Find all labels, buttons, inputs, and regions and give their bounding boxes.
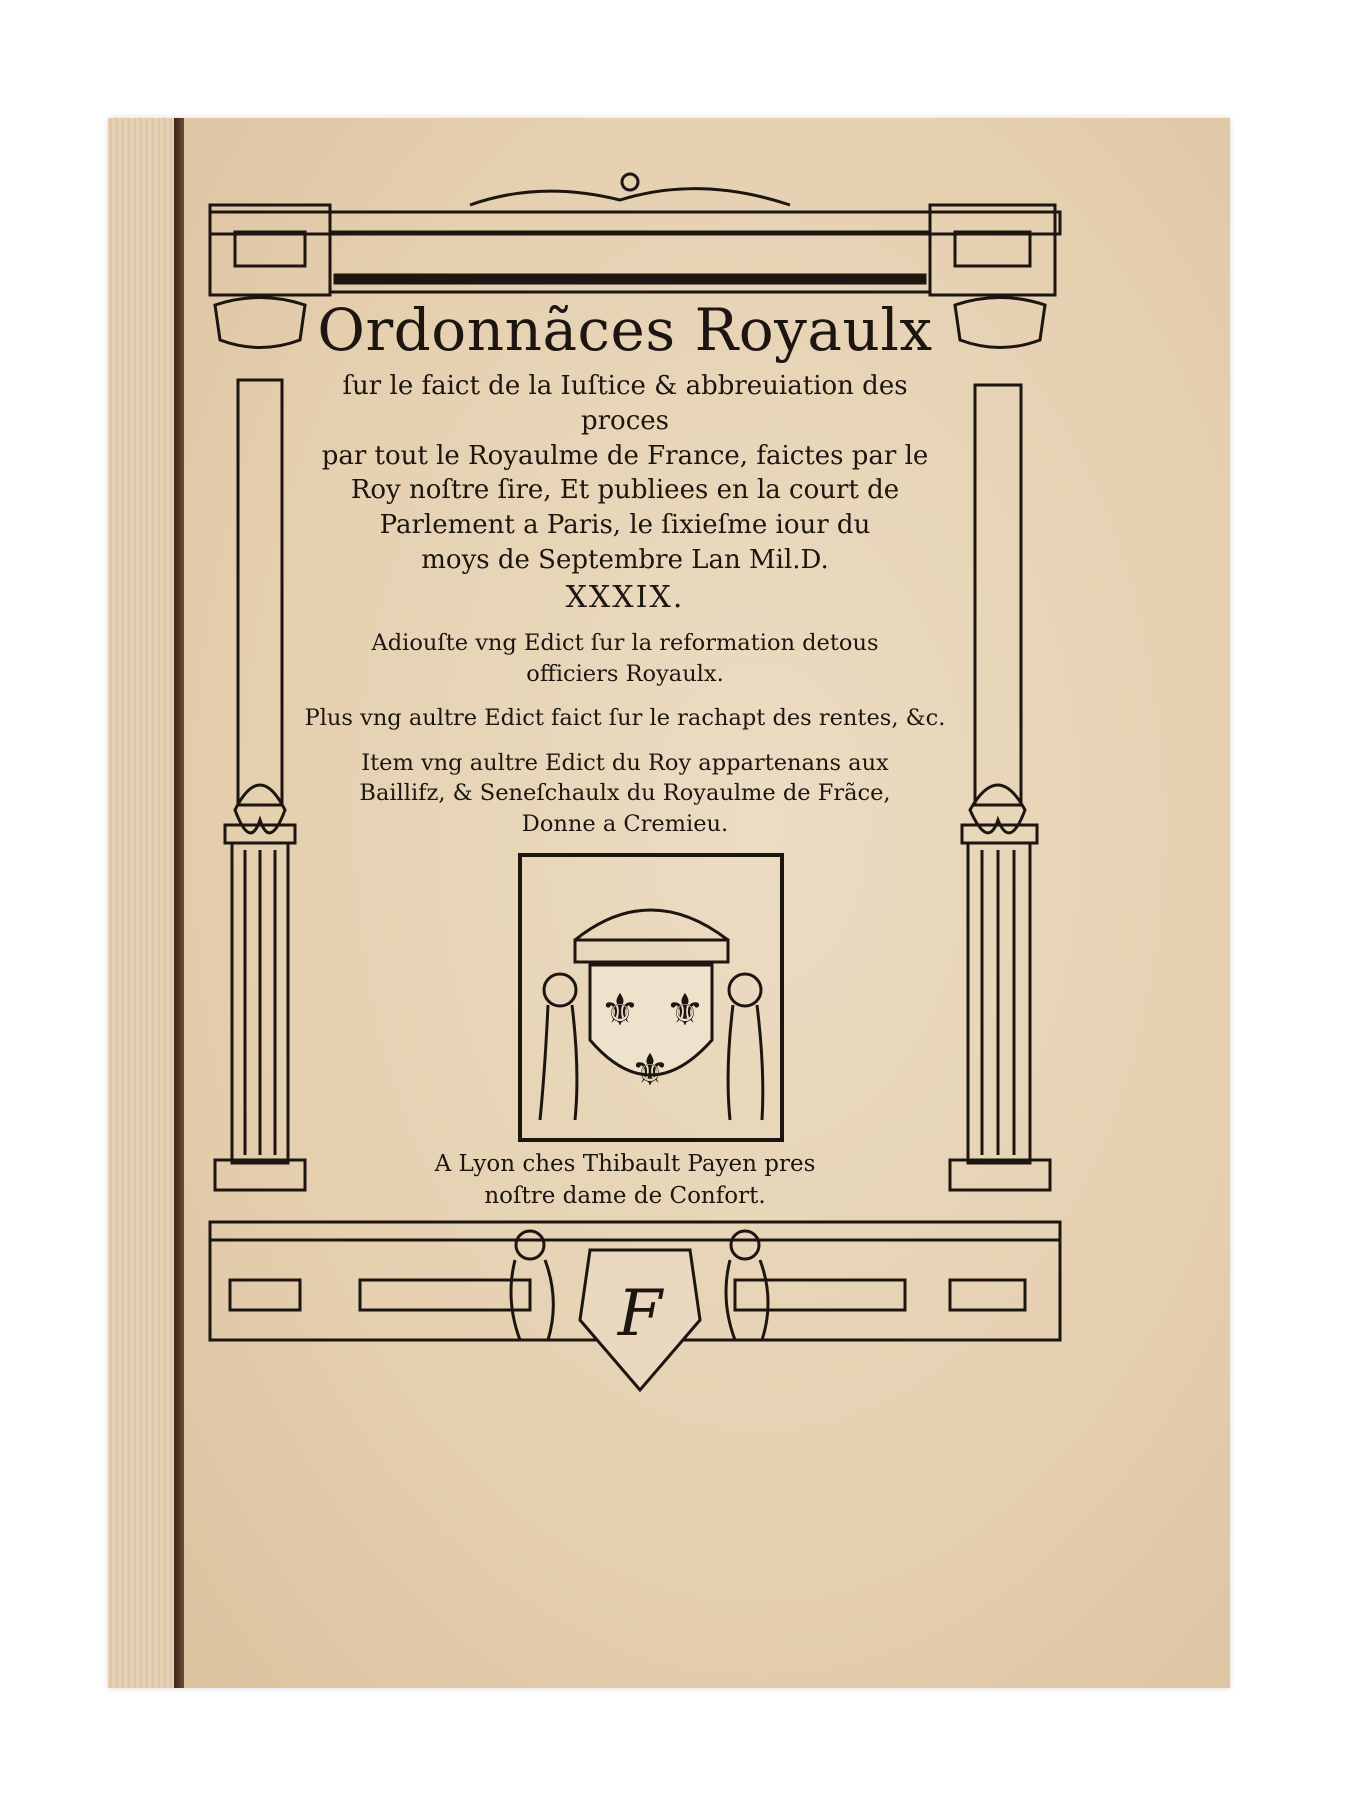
addition-line-1: Adiouſte vng Edict ſur la reformation detous (371, 630, 879, 657)
base-cornice (210, 1222, 1060, 1240)
item-line-1: Item vng aultre Edict du Roy appartenans aux (361, 749, 889, 776)
left-upper-column (238, 380, 282, 805)
page-title: Ordonnãces Royaulx (317, 296, 933, 364)
right-top-block (930, 205, 1055, 295)
putto-left-head (516, 1231, 544, 1259)
title-text-block (300, 296, 950, 840)
putto-right-head (731, 1231, 759, 1259)
fleur-de-lis-2: ⚜ (665, 985, 705, 1036)
subtitle-line-5: moys de Septembre Lan Mil.D. (421, 545, 829, 576)
left-top-block (210, 205, 330, 295)
plus-line: Plus vng aultre Edict faict ſur le rachapt des rentes, &c. (304, 705, 946, 732)
right-upper-column (975, 385, 1021, 805)
subtitle-line-4: Parlement a Paris, le ſixieſme iour du (379, 510, 871, 541)
subtitle-line-1: ſur le faict de la Iuſtice & abbreuiation des proces (342, 370, 908, 436)
right-capital (955, 298, 1045, 348)
fleur-de-lis-3: ⚜ (630, 1045, 670, 1096)
fleur-de-lis-1: ⚜ (600, 985, 640, 1036)
item-line-3: Donne a Cremieu. (521, 811, 729, 838)
imprint (390, 1148, 860, 1212)
left-capital (215, 298, 305, 348)
imprint-line-1: A Lyon ches Thibault Payen pres (434, 1151, 816, 1177)
item-line-2: Baillifz, & Seneſchaulx du Royaulme de Frãce, (359, 780, 891, 807)
addition-line-2: officiers Royaulx. (526, 660, 724, 687)
year-line: XXXIX. (565, 579, 685, 615)
imprint-line-2: noſtre dame de Confort. (484, 1183, 766, 1210)
crown-arch (575, 910, 728, 940)
subtitle-line-2: par tout le Royaulme de France, faictes par le (321, 440, 929, 471)
cartouche-letter: F (617, 1277, 663, 1351)
subtitle-line-3: Roy noſtre ſire, Et publiees en la court de (350, 475, 900, 506)
